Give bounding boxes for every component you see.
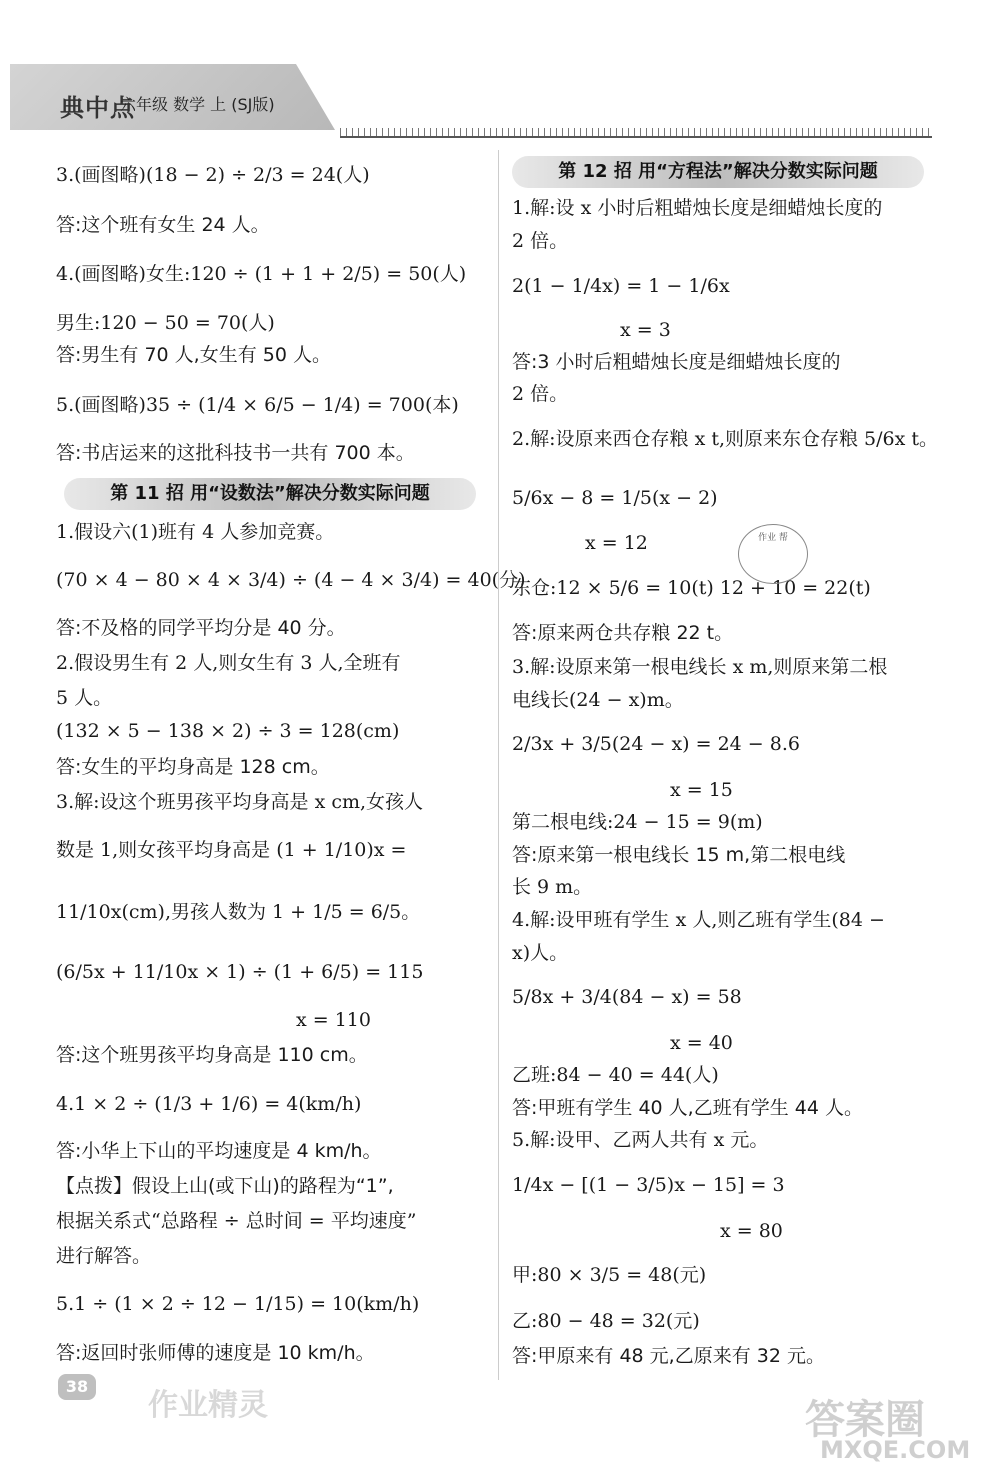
ruler-decoration [340,128,932,138]
text-line: 电线长(24 − x)m。 [512,689,684,711]
watermark-url: MXQE.COM [820,1436,971,1464]
text-line: 答:男生有 70 人,女生有 50 人。 [56,344,331,366]
text-line: 3.解:设原来第一根电线长 x m,则原来第二根 [512,656,888,678]
text-line: 答:甲班有学生 40 人,乙班有学生 44 人。 [512,1097,863,1119]
text-line: (6/5x + 11/10x × 1) ÷ (1 + 6/5) = 115 [56,961,424,983]
text-line: x = 110 [296,1009,371,1031]
text-line: 答:返回时张师傅的速度是 10 km/h。 [56,1342,375,1364]
column-divider [498,150,499,1380]
text-line: 5/6x − 8 = 1/5(x − 2) [512,487,718,509]
text-line: 【点拨】假设上山(或下山)的路程为“1”, [56,1175,394,1197]
text-line: 答:甲原来有 48 元,乙原来有 32 元。 [512,1345,825,1367]
text-line: x)人。 [512,942,569,964]
text-line: 2 倍。 [512,383,569,405]
text-line: 答:这个班男孩平均身高是 110 cm。 [56,1044,368,1066]
text-line: 答:小华上下山的平均速度是 4 km/h。 [56,1140,382,1162]
text-line: 1/4x − [(1 − 3/5)x − 15] = 3 [512,1174,785,1196]
text-line: 1.解:设 x 小时后粗蜡烛长度是细蜡烛长度的 [512,197,883,219]
text-line: 男生:120 − 50 = 70(人) [56,312,275,334]
text-line: 4.解:设甲班有学生 x 人,则乙班有学生(84 − [512,909,885,931]
grade-label: 六年级 数学 上 (SJ版) [120,95,275,114]
text-line: 5.解:设甲、乙两人共有 x 元。 [512,1129,769,1151]
stamp-seal: 作业 帮 [738,524,808,584]
text-line: 第二根电线:24 − 15 = 9(m) [512,811,763,833]
text-line: 答:不及格的同学平均分是 40 分。 [56,617,346,639]
text-line: 答:书店运来的这批科技书一共有 700 本。 [56,442,415,464]
text-line: 5 人。 [56,687,113,709]
text-line: x = 3 [620,319,671,341]
text-line: x = 12 [585,532,648,554]
page-number: 38 [58,1374,96,1400]
text-line: (132 × 5 − 138 × 2) ÷ 3 = 128(cm) [56,720,400,742]
brand-logo: 典中点 [60,94,135,122]
text-line: 甲:80 × 3/5 = 48(元) [512,1264,707,1286]
text-line: 5.(画图略)35 ÷ (1/4 × 6/5 − 1/4) = 700(本) [56,394,459,416]
text-line: 1.假设六(1)班有 4 人参加竞赛。 [56,521,335,543]
text-line: 答:原来第一根电线长 15 m,第二根电线 [512,844,846,866]
text-line: x = 15 [670,779,733,801]
text-line: 5.1 ÷ (1 × 2 ÷ 12 − 1/15) = 10(km/h) [56,1293,420,1315]
text-line: 东仓:12 × 5/6 = 10(t) 12 + 10 = 22(t) [512,577,871,599]
text-line: 2/3x + 3/5(24 − x) = 24 − 8.6 [512,733,800,755]
text-line: 根据关系式“总路程 ÷ 总时间 = 平均速度” [56,1210,417,1232]
text-line: 2.解:设原来西仓存粮 x t,则原来东仓存粮 5/6x t。 [512,428,939,450]
text-line: 3.解:设这个班男孩平均身高是 x cm,女孩人 [56,791,424,813]
section-title-12: 第 12 招 用“方程法”解决分数实际问题 [512,156,924,188]
watermark-bottom: 作业精灵 [148,1388,268,1423]
text-line: 进行解答。 [56,1245,152,1267]
text-line: 3.(画图略)(18 − 2) ÷ 2/3 = 24(人) [56,164,370,186]
text-line: x = 40 [670,1032,733,1054]
text-line: 11/10x(cm),男孩人数为 1 + 1/5 = 6/5。 [56,901,421,923]
text-line: 5/8x + 3/4(84 − x) = 58 [512,986,742,1008]
text-line: 长 9 m。 [512,876,593,898]
text-line: 4.1 × 2 ÷ (1/3 + 1/6) = 4(km/h) [56,1093,362,1115]
section-title-11: 第 11 招 用“设数法”解决分数实际问题 [64,478,476,510]
text-line: x = 80 [720,1220,783,1242]
text-line: 答:原来两仓共存粮 22 t。 [512,622,734,644]
text-line: 答:3 小时后粗蜡烛长度是细蜡烛长度的 [512,351,841,373]
text-line: 2 倍。 [512,230,569,252]
text-line: 2(1 − 1/4x) = 1 − 1/6x [512,275,730,297]
watermark-corner: 答案圈 [805,1397,925,1443]
text-line: (70 × 4 − 80 × 4 × 3/4) ÷ (4 − 4 × 3/4) = 40(分) [56,569,526,591]
text-line: 答:女生的平均身高是 128 cm。 [56,756,330,778]
text-line: 数是 1,则女孩平均身高是 (1 + 1/10)x = [56,839,407,861]
text-line: 2.假设男生有 2 人,则女生有 3 人,全班有 [56,652,401,674]
text-line: 4.(画图略)女生:120 ÷ (1 + 1 + 2/5) = 50(人) [56,263,467,285]
text-line: 乙:80 − 48 = 32(元) [512,1310,700,1332]
text-line: 乙班:84 − 40 = 44(人) [512,1064,719,1086]
text-line: 答:这个班有女生 24 人。 [56,214,270,236]
